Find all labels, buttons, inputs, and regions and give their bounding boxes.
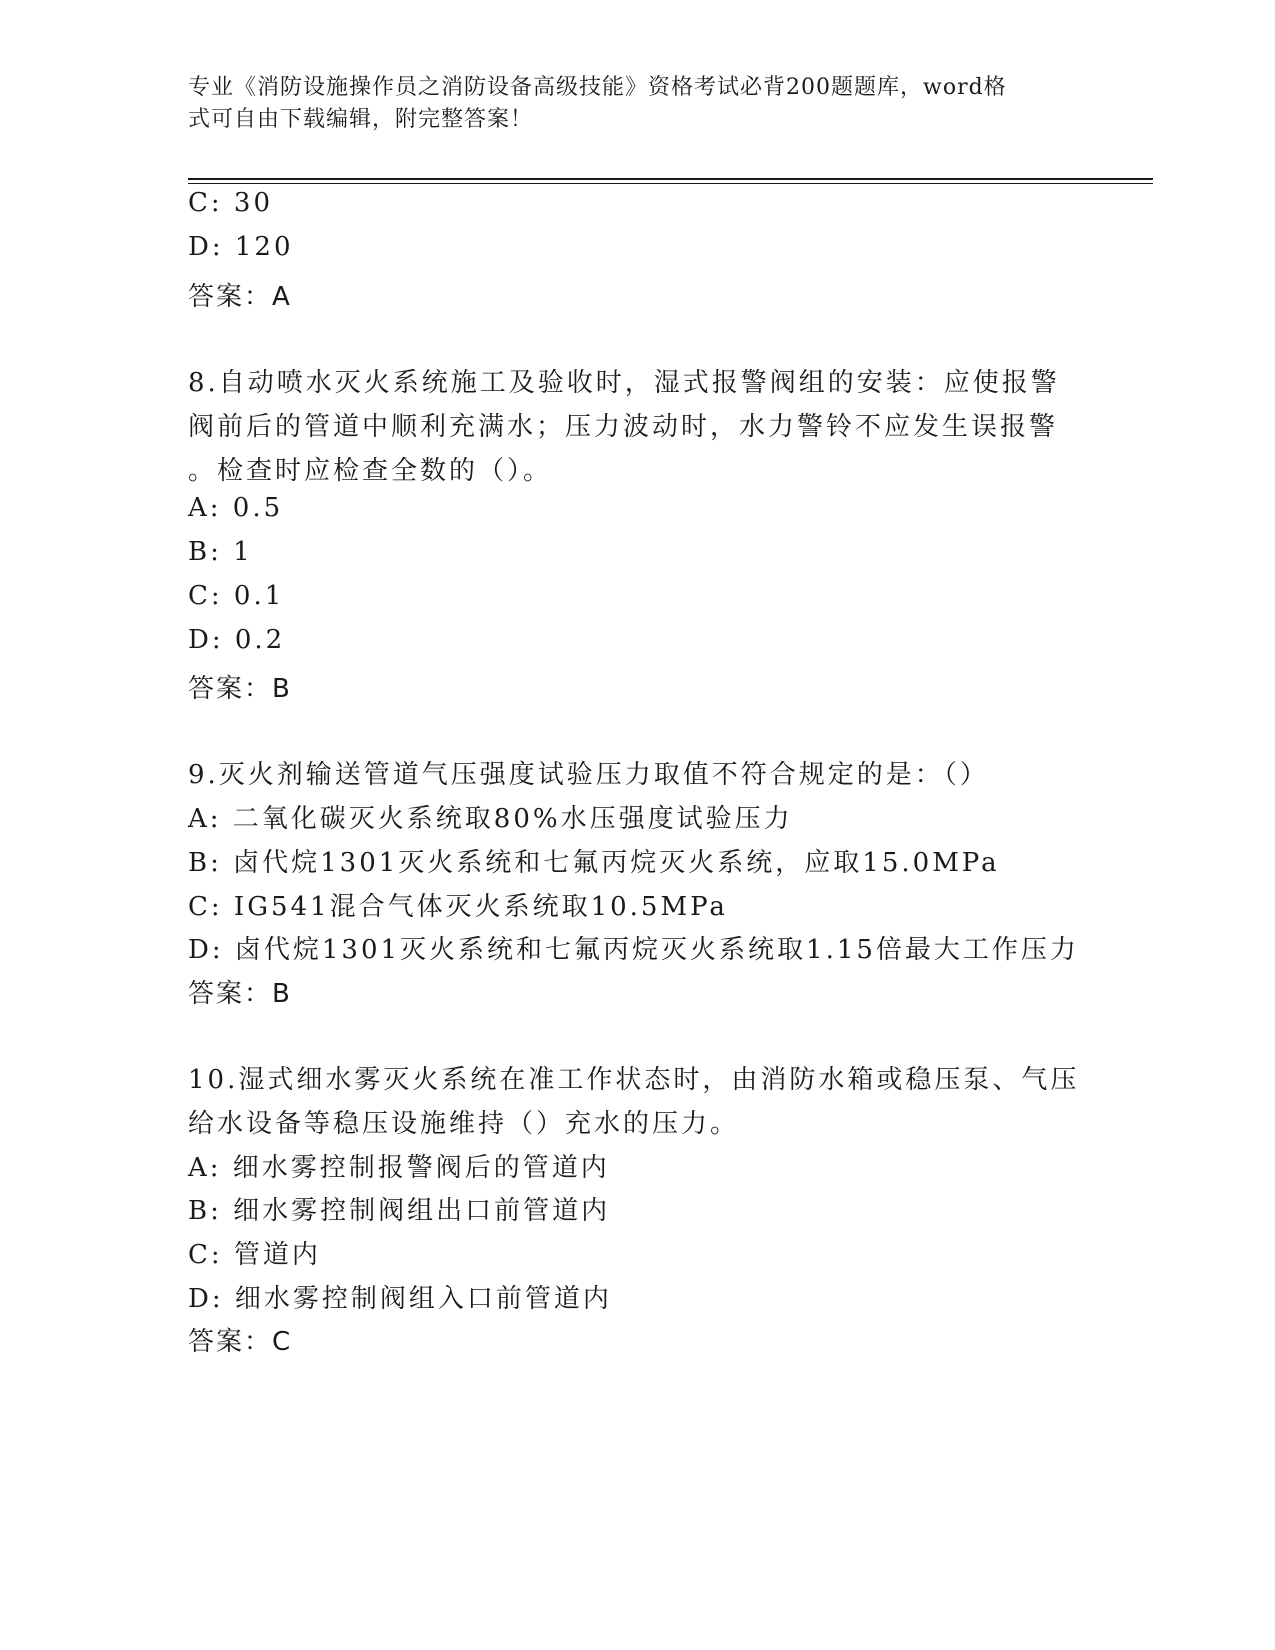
q9-answer: 答案：B [188,979,292,1009]
q8-answer: 答案：B [188,674,292,704]
q10-option-b: B: 细水雾控制阀组出口前管道内 [188,1196,611,1226]
document-header [188,72,1068,136]
q8-stem-line-1: 8.自动喷水灭火系统施工及验收时，湿式报警阀组的安装：应使报警 [188,368,1060,398]
header-divider-thin [188,183,1153,184]
q10-option-c: C: 管道内 [188,1240,321,1270]
q10-stem-line-1: 10.湿式细水雾灭火系统在准工作状态时，由消防水箱或稳压泵、气压 [188,1065,1080,1095]
q10-option-d: D: 细水雾控制阀组入口前管道内 [188,1284,612,1314]
prev-option-c: C: 30 [188,188,274,218]
q10-option-a: A: 细水雾控制报警阀后的管道内 [188,1153,610,1183]
q8-stem-line-2: 阀前后的管道中顺利充满水；压力波动时，水力警铃不应发生误报警 [188,412,1059,442]
q9-stem-line-1: 9.灭火剂输送管道气压强度试验压力取值不符合规定的是：（） [188,760,989,790]
q8-option-d: D: 0.2 [188,625,286,655]
q9-option-a: A: 二氧化碳灭火系统取80%水压强度试验压力 [188,804,793,834]
q10-stem-line-2: 给水设备等稳压设施维持（）充水的压力。 [188,1109,740,1139]
q10-answer: 答案：C [188,1327,293,1357]
header-divider-thick [188,178,1153,180]
q8-option-a: A: 0.5 [188,493,284,523]
q9-option-c: C: IG541混合气体灭火系统取10.5MPa [188,892,728,922]
prev-answer: 答案：A [188,282,292,312]
q8-stem-line-3: 。检查时应检查全数的（）。 [188,456,553,486]
header-line-1: 专业《消防设施操作员之消防设备高级技能》资格考试必背200题题库，word格 [188,75,1007,100]
q9-option-b: B: 卤代烷1301灭火系统和七氟丙烷灭火系统，应取15.0MPa [188,848,1000,878]
q8-option-b: B: 1 [188,537,253,567]
prev-option-d: D: 120 [188,232,294,262]
q9-option-d: D: 卤代烷1301灭火系统和七氟丙烷灭火系统取1.15倍最大工作压力 [188,935,1079,965]
q8-option-c: C: 0.1 [188,581,285,611]
header-line-2: 式可自由下载编辑，附完整答案！ [188,107,534,132]
